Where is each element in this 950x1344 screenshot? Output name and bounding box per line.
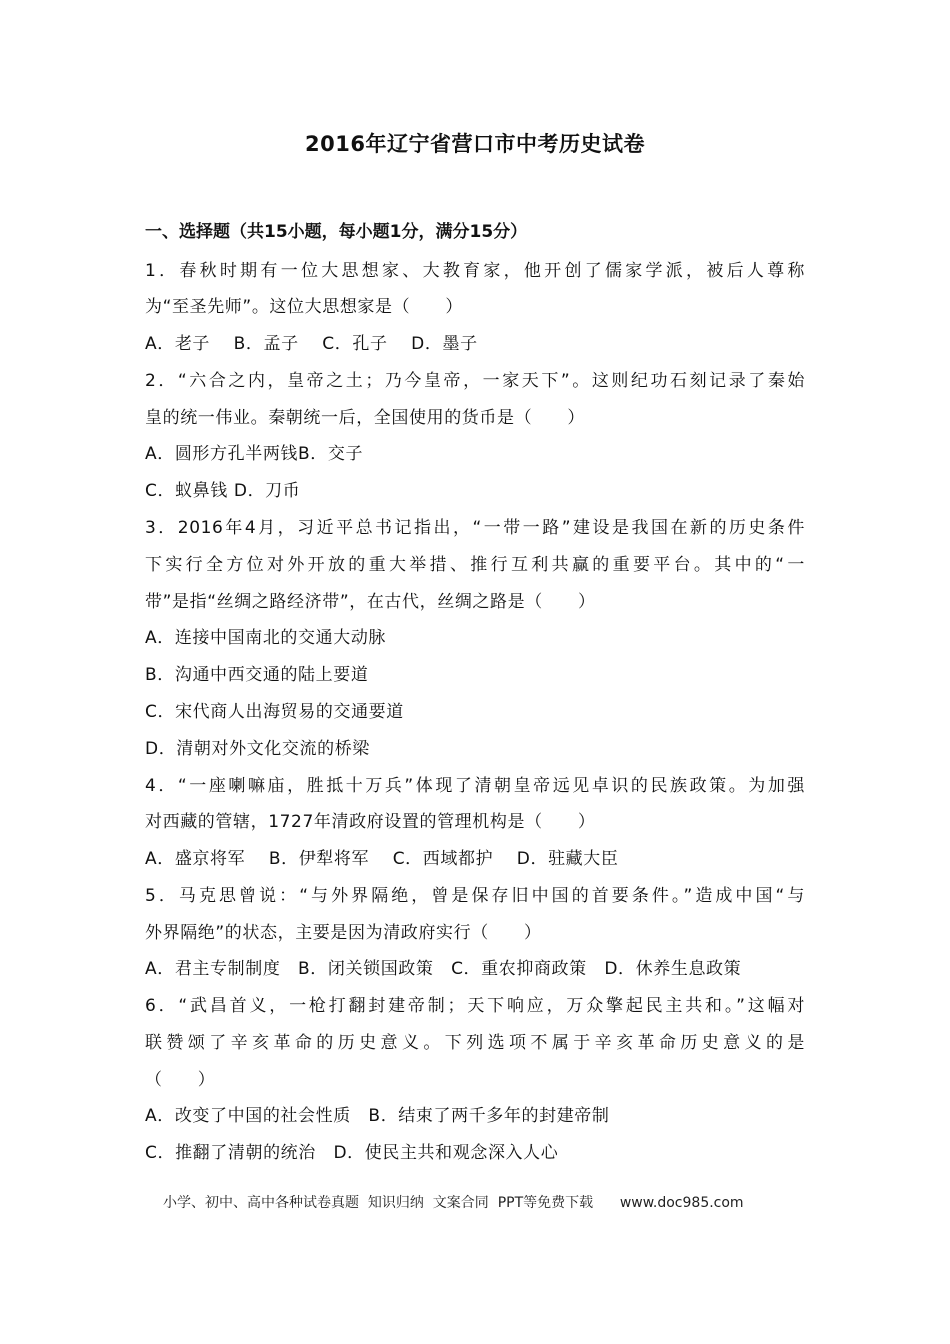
question-3-line-1: 3．2016年4月，习近平总书记指出，“一带一路”建设是我国在新的历史条件	[145, 518, 805, 538]
question-2-option-cd: C．蚁鼻钱 D．刀币	[145, 481, 301, 501]
question-5-options: A．君主专制制度 B．闭关锁国政策 C．重农抑商政策 D．休养生息政策	[145, 959, 742, 979]
question-4-line-1: 4．“一座喇嘛庙，胜抵十万兵”体现了清朝皇帝远见卓识的民族政策。为加强	[145, 776, 805, 796]
question-2-line-2: 皇的统一伟业。秦朝统一后，全国使用的货币是（ ）	[145, 408, 585, 428]
question-6-line-2: 联赞颂了辛亥革命的历史意义。下列选项不属于辛亥革命历史意义的是	[145, 1033, 805, 1053]
question-5-line-1: 5．马克思曾说：“与外界隔绝，曾是保存旧中国的首要条件。”造成中国“与	[145, 886, 805, 906]
question-4-line-2: 对西藏的管辖，1727年清政府设置的管理机构是（ ）	[145, 812, 596, 832]
question-6-option-ab: A．改变了中国的社会性质 B．结束了两千多年的封建帝制	[145, 1106, 610, 1126]
question-3-line-3: 带”是指“丝绸之路经济带”，在古代，丝绸之路是（ ）	[145, 592, 596, 612]
question-2-line-1: 2．“六合之内，皇帝之土；乃今皇帝，一家天下”。这则纪功石刻记录了秦始	[145, 371, 805, 391]
question-3-option-d: D．清朝对外文化交流的桥梁	[145, 739, 370, 759]
question-3-option-a: A．连接中国南北的交通大动脉	[145, 628, 387, 648]
question-3-option-b: B．沟通中西交通的陆上要道	[145, 665, 369, 685]
question-5-line-2: 外界隔绝”的状态，主要是因为清政府实行（ ）	[145, 923, 542, 943]
question-3-option-c: C．宋代商人出海贸易的交通要道	[145, 702, 404, 722]
question-6-line-3: （ ）	[145, 1070, 216, 1090]
section-heading: 一、选择题（共15小题，每小题1分，满分15分）	[145, 222, 528, 242]
question-3-line-2: 下实行全方位对外开放的重大举措、推行互利共赢的重要平台。其中的“一	[145, 555, 805, 575]
page-footer: 小学、初中、高中各种试卷真题 知识归纳 文案合同 PPT等免费下载 www.doc985.com	[163, 1195, 744, 1211]
question-1-options: A．老子 B．孟子 C．孔子 D．墨子	[145, 334, 478, 354]
question-6-option-cd: C．推翻了清朝的统治 D．使民主共和观念深入人心	[145, 1143, 559, 1163]
question-1-line-2: 为“至圣先师”。这位大思想家是（ ）	[145, 297, 464, 317]
question-6-line-1: 6．“武昌首义，一枪打翻封建帝制；天下响应，万众擎起民主共和。”这幅对	[145, 996, 805, 1016]
page-title: 2016年辽宁省营口市中考历史试卷	[305, 132, 645, 156]
question-2-option-ab: A．圆形方孔半两钱B．交子	[145, 444, 364, 464]
question-1-line-1: 1．春秋时期有一位大思想家、大教育家，他开创了儒家学派，被后人尊称	[145, 261, 805, 281]
question-4-options: A．盛京将军 B．伊犁将军 C．西域都护 D．驻藏大臣	[145, 849, 619, 869]
